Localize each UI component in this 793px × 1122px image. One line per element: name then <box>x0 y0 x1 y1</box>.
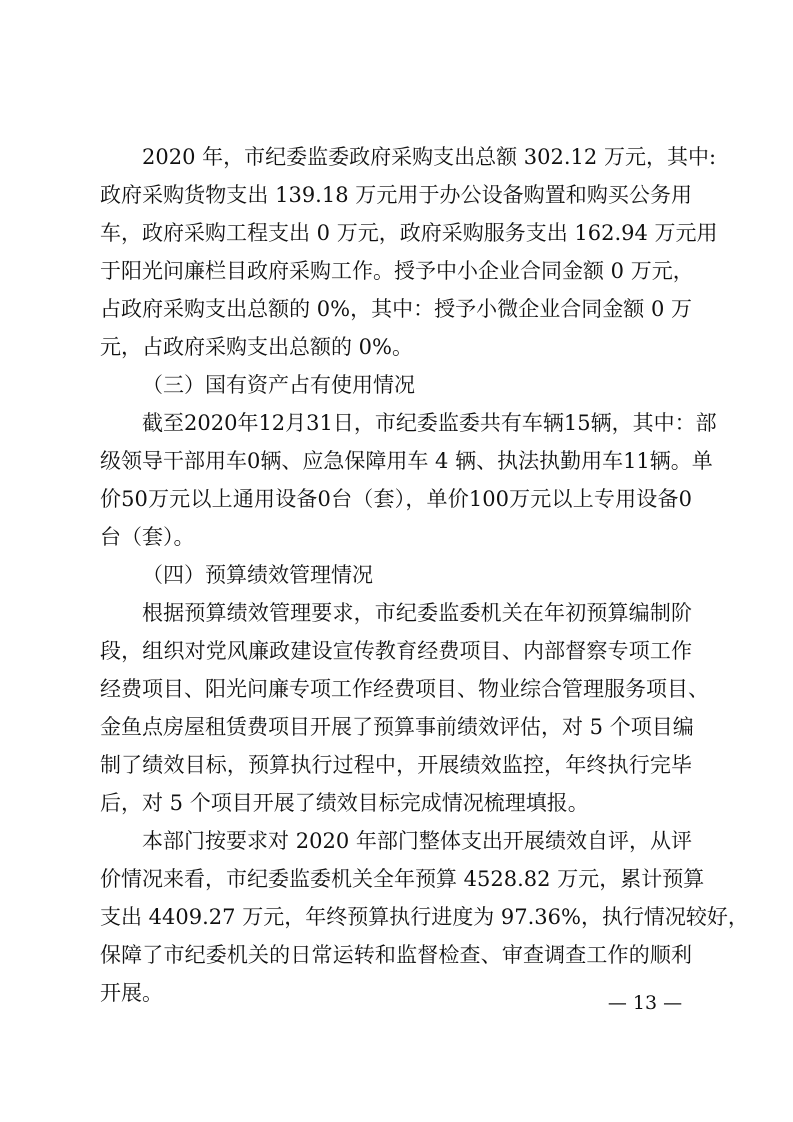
text-line: 级领导干部用车0辆、应急保障用车 4 辆、执法执勤用车11辆。单 <box>100 449 713 473</box>
paragraph-performance <box>100 594 709 822</box>
text-line: 本部门按要求对 2020 年部门整体支出开展绩效自评，从评 <box>142 829 692 853</box>
text-line: 金鱼点房屋租赁费项目开展了预算事前绩效评估，对 5 个项目编 <box>100 715 694 739</box>
text-line: 后，对 5 个项目开展了绩效目标完成情况梳理填报。 <box>100 791 589 815</box>
document-body <box>100 138 749 1012</box>
text-line: 台（套）。 <box>100 525 195 549</box>
page-number: — 13 — <box>607 992 683 1014</box>
text-line: 保障了市纪委机关的日常运转和监督检查、审查调查工作的顺利 <box>100 943 692 967</box>
text-line: 2020 年，市纪委监委政府采购支出总额 302.12 万元，其中: <box>142 145 717 169</box>
text-line: 于阳光问廉栏目政府采购工作。授予中小企业合同金额 0 万元， <box>100 259 694 283</box>
text-line: 元，占政府采购支出总额的 0%。 <box>100 335 413 359</box>
text-line: 根据预算绩效管理要求，市纪委监委机关在年初预算编制阶 <box>142 601 692 625</box>
text-line: 支出 4409.27 万元，年终预算执行进度为 97.36%，执行情况较好， <box>100 905 749 929</box>
text-line: 经费项目、阳光问廉专项工作经费项目、物业综合管理服务项目、 <box>100 677 709 701</box>
text-line: 车，政府采购工程支出 0 万元，政府采购服务支出 162.94 万元用 <box>100 221 718 245</box>
paragraph-self-evaluation <box>100 822 749 1012</box>
text-line: 开展。 <box>100 981 163 1005</box>
text-line: 占政府采购支出总额的 0%，其中：授予小微企业合同金额 0 万 <box>100 297 692 321</box>
text-line: 段，组织对党风廉政建设宣传教育经费项目、内部督察专项工作 <box>100 639 692 663</box>
text-line: 截至2020年12月31日，市纪委监委共有车辆15辆，其中：部 <box>142 411 717 435</box>
text-line: 价50万元以上通用设备0台（套），单价100万元以上专用设备0 <box>100 487 692 511</box>
paragraph-procurement <box>100 138 718 366</box>
text-line: 价情况来看，市纪委监委机关全年预算 4528.82 万元，累计预算 <box>100 867 705 891</box>
section-heading-assets: （三）国有资产占有使用情况 <box>142 373 415 397</box>
paragraph-assets <box>100 404 717 556</box>
text-line: 制了绩效目标，预算执行过程中，开展绩效监控，年终执行完毕 <box>100 753 692 777</box>
section-heading-performance: （四）预算绩效管理情况 <box>142 563 373 587</box>
text-line: 政府采购货物支出 139.18 万元用于办公设备购置和购买公务用 <box>100 183 692 207</box>
